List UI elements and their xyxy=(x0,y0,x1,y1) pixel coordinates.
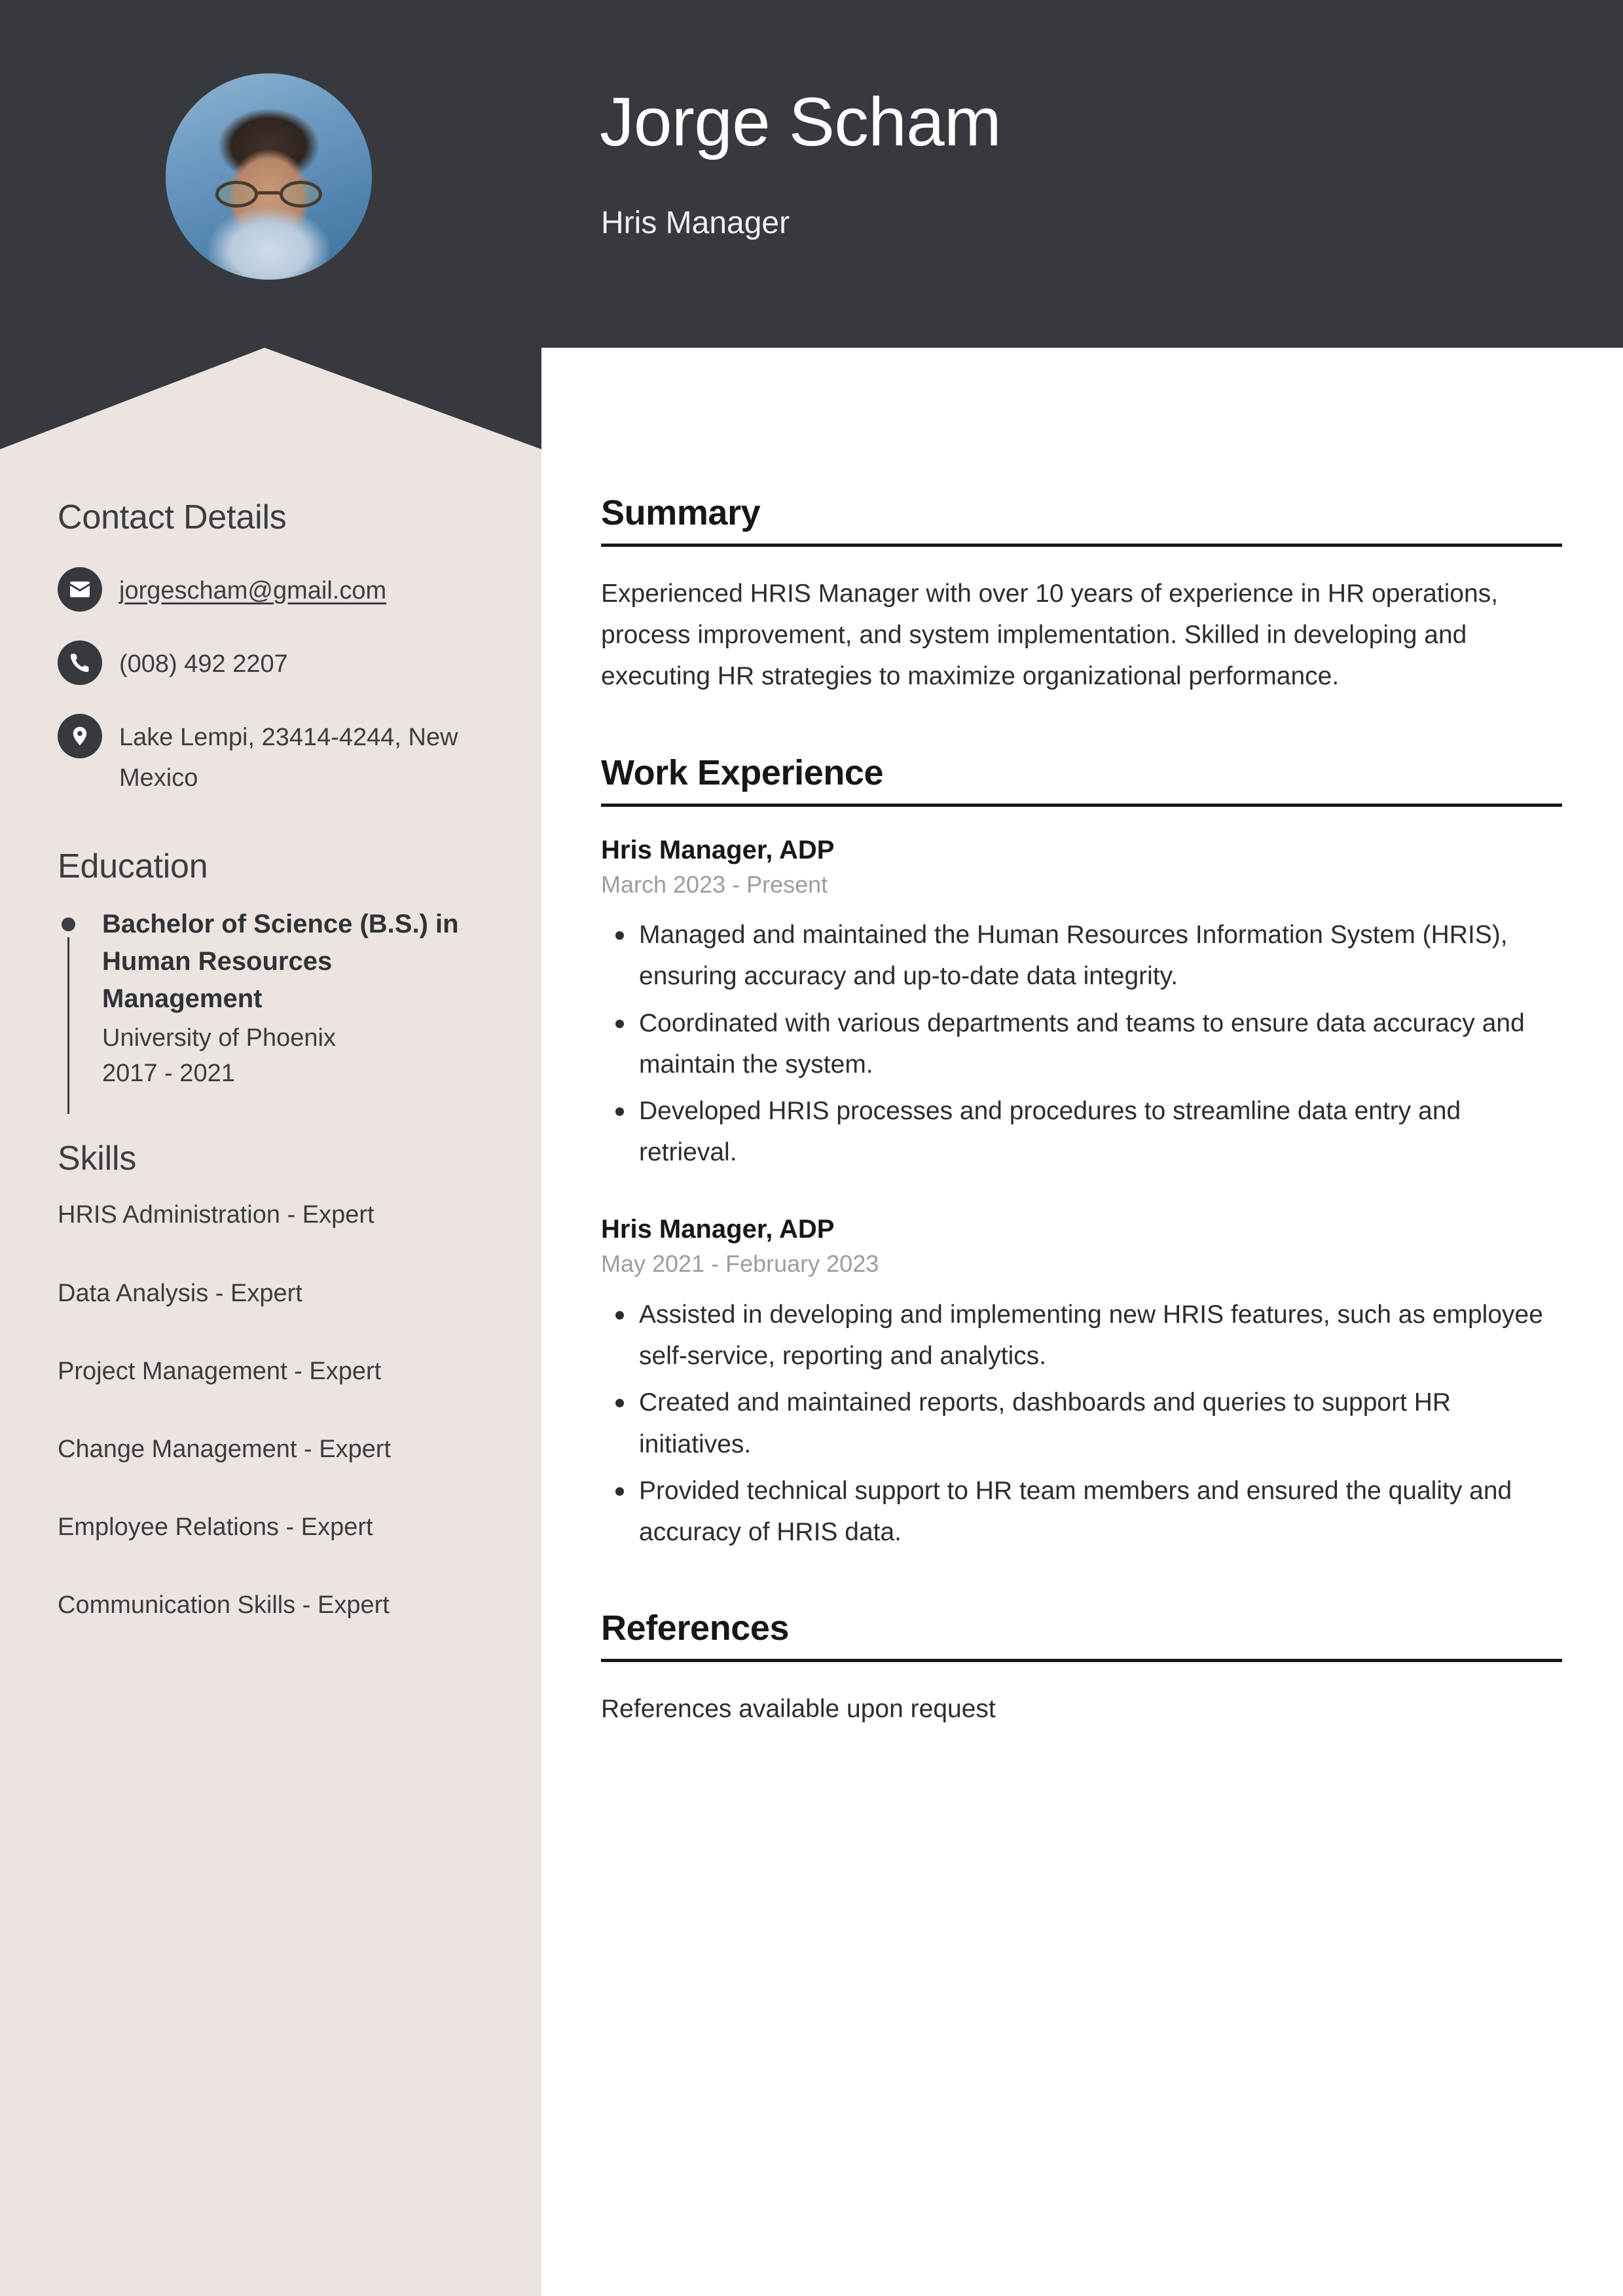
timeline-line xyxy=(67,937,69,1114)
education-school: University of Phoenix xyxy=(102,1024,336,1052)
avatar-photo xyxy=(166,73,372,280)
section-divider xyxy=(601,1659,1562,1662)
job-dates: May 2021 - February 2023 xyxy=(601,1250,879,1278)
job-bullet: Managed and maintained the Human Resources Information System (HRIS), ensuring accuracy and up-to-date data integrity. xyxy=(601,914,1562,997)
contact-details-heading: Contact Details xyxy=(58,498,287,536)
section-divider xyxy=(601,804,1562,807)
work-experience-item xyxy=(601,1212,1562,1553)
job-bullet: Assisted in developing and implementing new HRIS features, such as employee self-service, reporting and analytics. xyxy=(601,1294,1562,1377)
education-item xyxy=(58,906,490,1092)
references-text: References available upon request xyxy=(601,1695,996,1724)
education-heading: Education xyxy=(58,847,208,886)
location-pin-icon xyxy=(58,714,102,758)
job-bullet-list xyxy=(601,1294,1562,1553)
sidebar xyxy=(58,498,490,1623)
page-title: Jorge Scham xyxy=(600,84,1002,160)
work-experience-item xyxy=(601,833,1562,1174)
section-references xyxy=(601,1608,1562,1730)
contact-item-location xyxy=(58,714,490,798)
summary-text: Experienced HRIS Manager with over 10 years of experience in HR operations, process improvement, and system implementation. Skilled in developing and executing HR strategies to maximize organizational performance. xyxy=(601,580,1499,691)
skill-item: Communication Skills - Expert xyxy=(58,1591,390,1620)
section-work-experience xyxy=(601,752,1562,1553)
skill-item: HRIS Administration - Expert xyxy=(58,1201,374,1229)
job-role-subtitle: Hris Manager xyxy=(601,206,790,240)
section-divider xyxy=(601,544,1562,547)
job-title: Hris Manager, ADP xyxy=(601,835,835,864)
phone-icon xyxy=(58,640,102,685)
job-bullet: Created and maintained reports, dashboards and queries to support HR initiatives. xyxy=(601,1382,1562,1464)
skills-list xyxy=(58,1198,490,1623)
contact-item-email[interactable] xyxy=(58,567,490,612)
avatar-glasses-icon xyxy=(215,181,323,208)
job-title: Hris Manager, ADP xyxy=(601,1215,835,1244)
skill-item: Project Management - Expert xyxy=(58,1357,382,1385)
job-bullet: Developed HRIS processes and procedures to streamline data entry and retrieval. xyxy=(601,1090,1562,1173)
skill-item: Data Analysis - Expert xyxy=(58,1279,302,1307)
skill-item: Employee Relations - Expert xyxy=(58,1513,373,1542)
contact-list xyxy=(58,567,490,798)
avatar xyxy=(166,73,372,280)
references-heading: References xyxy=(601,1608,790,1648)
section-summary xyxy=(601,492,1562,697)
job-dates: March 2023 - Present xyxy=(601,870,828,898)
contact-phone-text[interactable]: (008) 492 2207 xyxy=(119,650,288,678)
contact-email-text[interactable]: jorgescham@gmail.com xyxy=(119,577,387,604)
skill-item: Change Management - Expert xyxy=(58,1435,392,1463)
education-degree: Bachelor of Science (B.S.) in Human Resources Management xyxy=(102,910,459,1013)
summary-heading: Summary xyxy=(601,493,761,532)
education-dates: 2017 - 2021 xyxy=(102,1060,235,1088)
job-bullet-list xyxy=(601,914,1562,1173)
skills-heading: Skills xyxy=(58,1139,137,1178)
contact-item-phone[interactable] xyxy=(58,640,490,685)
envelope-icon xyxy=(58,567,102,612)
job-bullet: Provided technical support to HR team members and ensured the quality and accuracy of HRIS data. xyxy=(601,1470,1562,1553)
contact-location-text: Lake Lempi, 23414-4244, New Mexico xyxy=(119,724,458,792)
bullet-dot-icon xyxy=(62,917,75,931)
job-bullet: Coordinated with various departments and teams to ensure data accuracy and maintain the system. xyxy=(601,1003,1562,1085)
main-content xyxy=(601,492,1562,1755)
header-chevron-decoration xyxy=(0,348,541,449)
work-experience-heading: Work Experience xyxy=(601,752,884,792)
